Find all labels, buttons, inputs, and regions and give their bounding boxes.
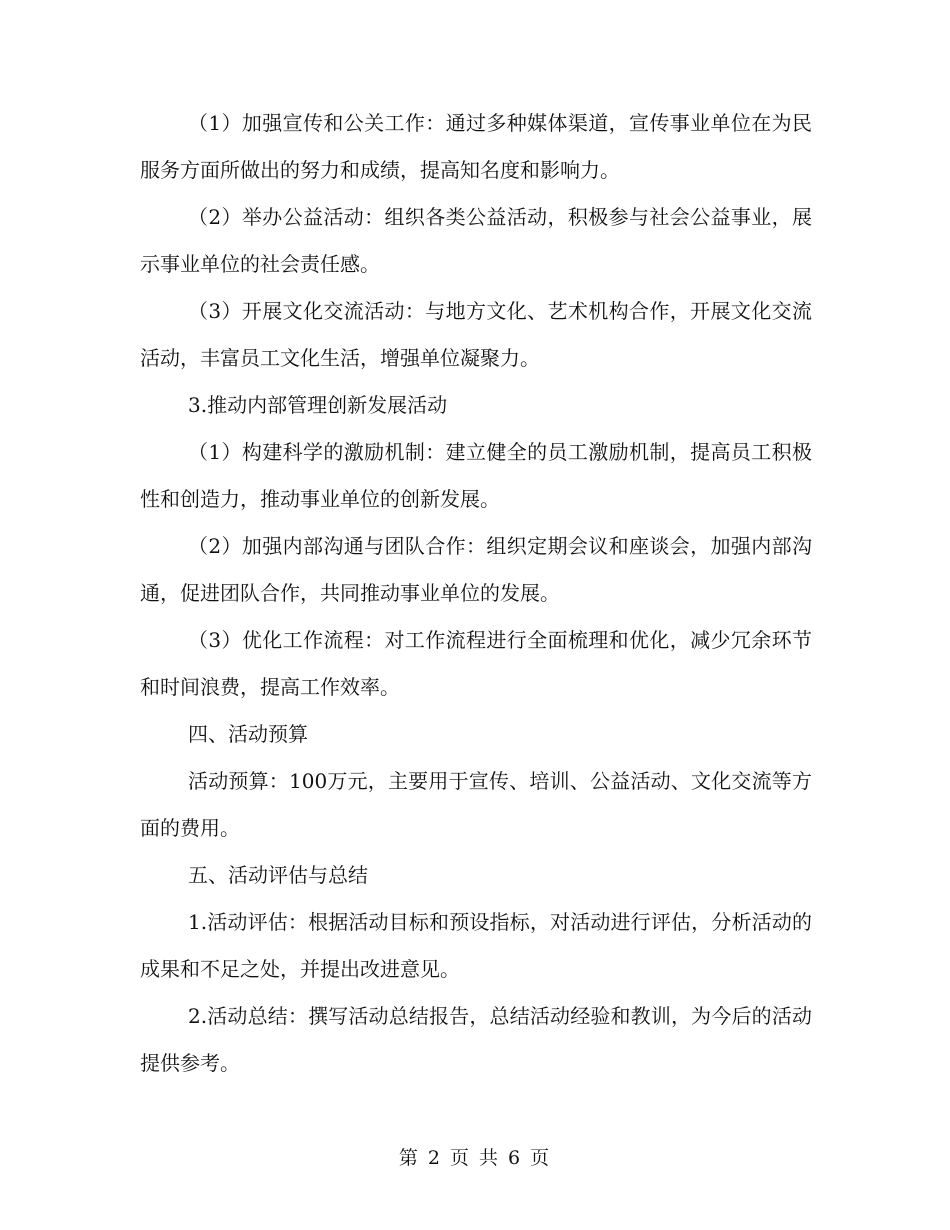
document-body	[140, 100, 812, 1087]
paragraph-incentive-mechanism: （1）构建科学的激励机制：建立健全的员工激励机制，提高员工积极性和创造力，推动事业单位的创新发展。	[140, 440, 812, 511]
paragraph-public-welfare: （2）举办公益活动：组织各类公益活动，积极参与社会公益事业，展示事业单位的社会责任感。	[140, 205, 812, 276]
paragraph-evaluation: 1.活动评估：根据活动目标和预设指标，对活动进行评估，分析活动的成果和不足之处，并提出改进意见。	[140, 910, 812, 981]
paragraph-summary: 2.活动总结：撰写活动总结报告，总结活动经验和教训，为今后的活动提供参考。	[140, 1004, 812, 1075]
paragraph-cultural-exchange: （3）开展文化交流活动：与地方文化、艺术机构合作，开展文化交流活动，丰富员工文化生活，增强单位凝聚力。	[140, 299, 812, 370]
paragraph-budget: 活动预算：100万元，主要用于宣传、培训、公益活动、文化交流等方面的费用。	[140, 769, 812, 840]
paragraph-internal-communication: （2）加强内部沟通与团队合作：组织定期会议和座谈会，加强内部沟通，促进团队合作，共同推动事业单位的发展。	[140, 534, 812, 605]
paragraph-workflow-optimization: （3）优化工作流程：对工作流程进行全面梳理和优化，减少冗余环节和时间浪费，提高工作效率。	[140, 628, 812, 699]
heading-internal-management: 3.推动内部管理创新发展活动	[188, 393, 448, 417]
page-number-footer: 第 2 页 共 6 页	[398, 1147, 552, 1169]
heading-evaluation-summary: 五、活动评估与总结	[188, 863, 368, 887]
paragraph-publicity: （1）加强宣传和公关工作：通过多种媒体渠道，宣传事业单位在为民服务方面所做出的努力和成绩，提高知名度和影响力。	[140, 111, 812, 182]
heading-budget: 四、活动预算	[188, 722, 308, 746]
